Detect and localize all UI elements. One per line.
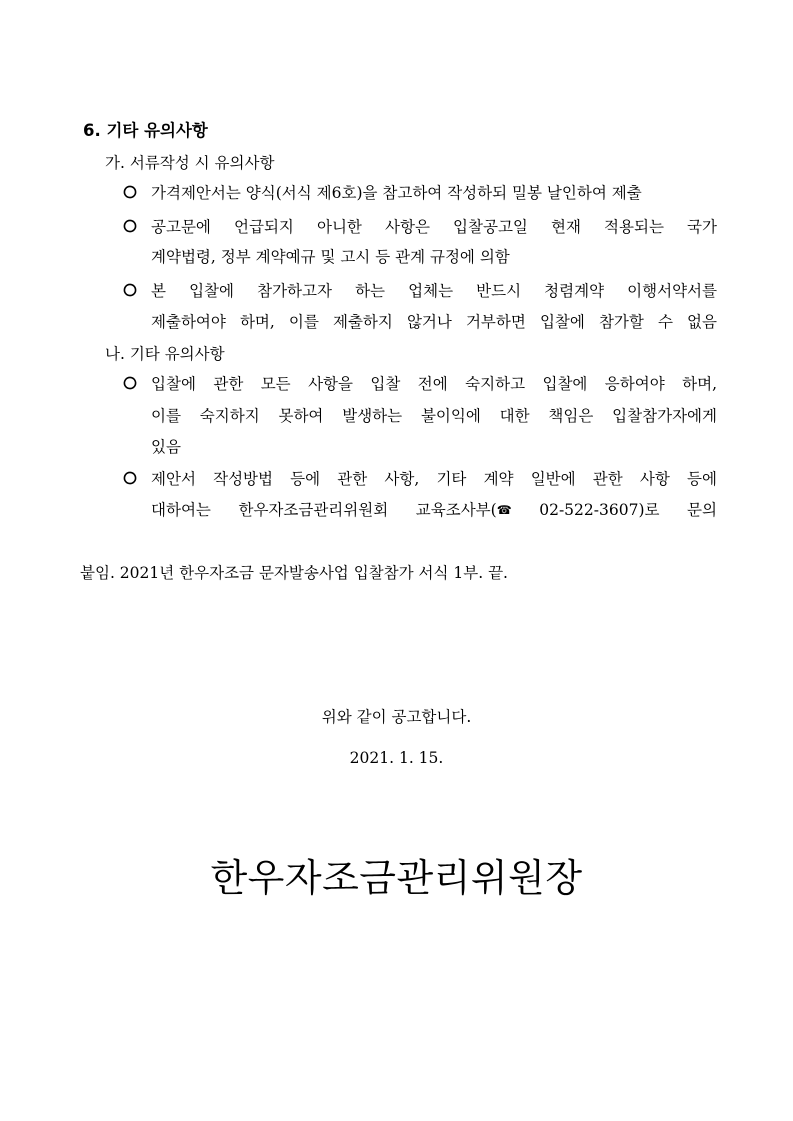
list-item-line: 제출하여야 하며, 이를 제출하지 않거나 거부하면 입찰에 참가할 수 없음 — [151, 313, 717, 331]
circle-bullet-icon — [121, 374, 139, 392]
contact-suffix: 02-522-3607)로 문의 — [511, 501, 717, 519]
circle-bullet-icon — [121, 183, 139, 201]
circle-bullet-icon — [121, 281, 139, 299]
attachment-note: 붙임. 2021년 한우자조금 문자발송사업 입찰참가 서식 1부. 끝. — [80, 564, 508, 582]
subsection-b-label: 나. 기타 유의사항 — [105, 345, 225, 363]
notice-text: 위와 같이 공고합니다. — [321, 708, 472, 726]
organization-signature: 한우자조금관리위원장 — [210, 856, 583, 900]
phone-icon: ☎ — [496, 503, 512, 517]
circle-bullet-icon — [121, 217, 139, 235]
list-item-line: 제안서 작성방법 등에 관한 사항, 기타 계약 일반에 관한 사항 등에 — [151, 470, 717, 488]
section-title: 6. 기타 유의사항 — [83, 121, 208, 140]
list-item-line: 공고문에 언급되지 아니한 사항은 입찰공고일 현재 적용되는 국가 — [151, 218, 717, 236]
list-item-line: 이를 숙지하지 못하여 발생하는 불이익에 대한 책임은 입찰참가자에게 — [151, 407, 717, 425]
list-item-line: 입찰에 관한 모든 사항을 입찰 전에 숙지하고 입찰에 응하여야 하며, — [151, 375, 717, 393]
circle-bullet-icon — [121, 469, 139, 487]
list-item-line-contact — [151, 498, 717, 520]
contact-prefix: 대하여는 한우자조금관리위원회 교육조사부( — [151, 501, 497, 519]
list-item-line: 본 입찰에 참가하고자 하는 업체는 반드시 청렴계약 이행서약서를 — [151, 282, 717, 300]
list-item-line: 가격제안서는 양식(서식 제6호)을 참고하여 작성하되 밀봉 날인하여 제출 — [151, 184, 642, 202]
subsection-a-label: 가. 서류작성 시 유의사항 — [105, 154, 275, 172]
notice-date: 2021. 1. 15. — [349, 749, 444, 767]
list-item-line: 있음 — [151, 438, 181, 456]
list-item-line: 계약법령, 정부 계약예규 및 고시 등 관계 규정에 의함 — [151, 248, 510, 266]
